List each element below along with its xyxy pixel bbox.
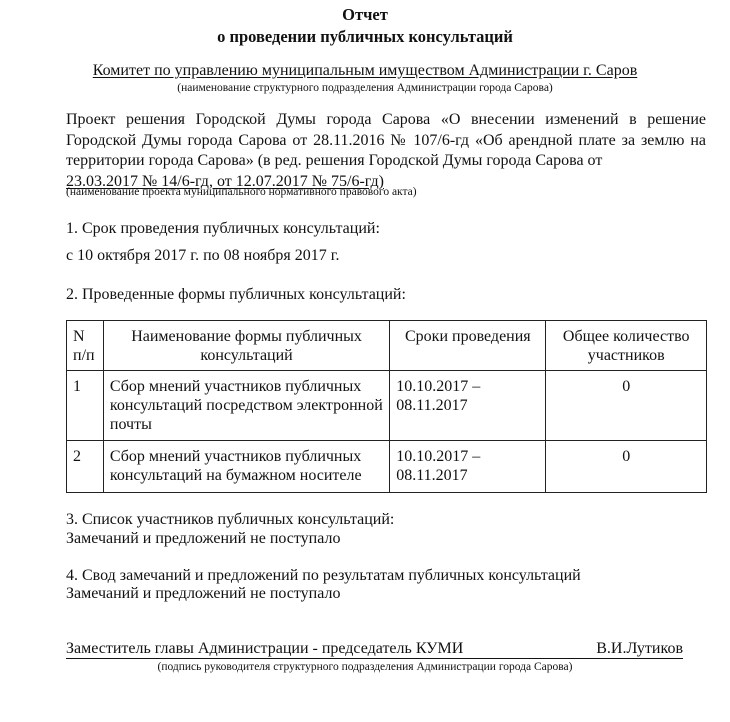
period-start: 10.10.2017 – — [396, 378, 481, 395]
section4-heading: 4. Свод замечаний и предложений по результатам публичных консультаций — [66, 567, 581, 584]
table-row — [67, 371, 707, 441]
header-count: Общее количество участников — [546, 321, 707, 371]
header-form: Наименование формы публичных консультаций — [103, 321, 389, 371]
signature-name: В.И.Лутиков — [596, 640, 683, 657]
row-form: Сбор мнений участников публичных консультаций посредством электронной почты — [103, 371, 389, 441]
consultation-forms-table — [66, 320, 707, 493]
period-end: 08.11.2017 — [396, 467, 468, 484]
signature-caption: (подпись руководителя структурного подразделения Администрации города Сарова) — [157, 661, 573, 673]
header-num: N п/п — [67, 321, 104, 371]
row-num: 1 — [67, 371, 104, 441]
report-subtitle: о проведении публичных консультаций — [217, 27, 513, 46]
section1-value: с 10 октября 2017 г. по 08 ноября 2017 г. — [66, 247, 340, 264]
row-period — [390, 441, 546, 493]
section2-heading: 2. Проведенные формы публичных консультаций: — [66, 286, 406, 303]
signature-position: Заместитель главы Администрации - председатель КУМИ — [66, 640, 464, 657]
department-block — [0, 62, 730, 80]
table-header-row — [67, 321, 707, 371]
row-count: 0 — [546, 441, 707, 493]
section4-value: Замечаний и предложений не поступало — [66, 585, 341, 602]
section3-heading: 3. Список участников публичных консультаций: — [66, 511, 395, 528]
section1-heading: 1. Срок проведения публичных консультаций: — [66, 220, 380, 237]
section3-value: Замечаний и предложений не поступало — [66, 530, 341, 547]
row-num: 2 — [67, 441, 104, 493]
report-title: Отчет — [342, 5, 388, 24]
project-caption: (наименование проекта муниципального нормативного правового акта) — [66, 186, 417, 198]
row-period — [390, 371, 546, 441]
table-row — [67, 441, 707, 493]
department-name: Комитет по управлению муниципальным имуществом Администрации г. Саров — [92, 62, 638, 79]
row-count: 0 — [546, 371, 707, 441]
header-period: Сроки проведения — [390, 321, 546, 371]
signature-line — [66, 640, 683, 659]
row-form: Сбор мнений участников публичных консультаций на бумажном носителе — [103, 441, 389, 493]
project-description — [66, 110, 706, 192]
project-text: Проект решения Городской Думы города Сарова «О внесении изменений в решение Городской Думы города Сарова от 28.11.2016 № 107/6-гд «Об арендной плате за землю на территории города Сарова» (в ред. решения Городской Думы города Сарова от — [66, 111, 706, 169]
project-amendments: 23.03.2017 № 14/6-гд, от 12.07.2017 № 75/6-гд) — [66, 172, 384, 190]
department-caption: (наименование структурного подразделения Администрации города Сарова) — [177, 82, 553, 94]
period-start: 10.10.2017 – — [396, 448, 481, 465]
period-end: 08.11.2017 — [396, 397, 468, 414]
